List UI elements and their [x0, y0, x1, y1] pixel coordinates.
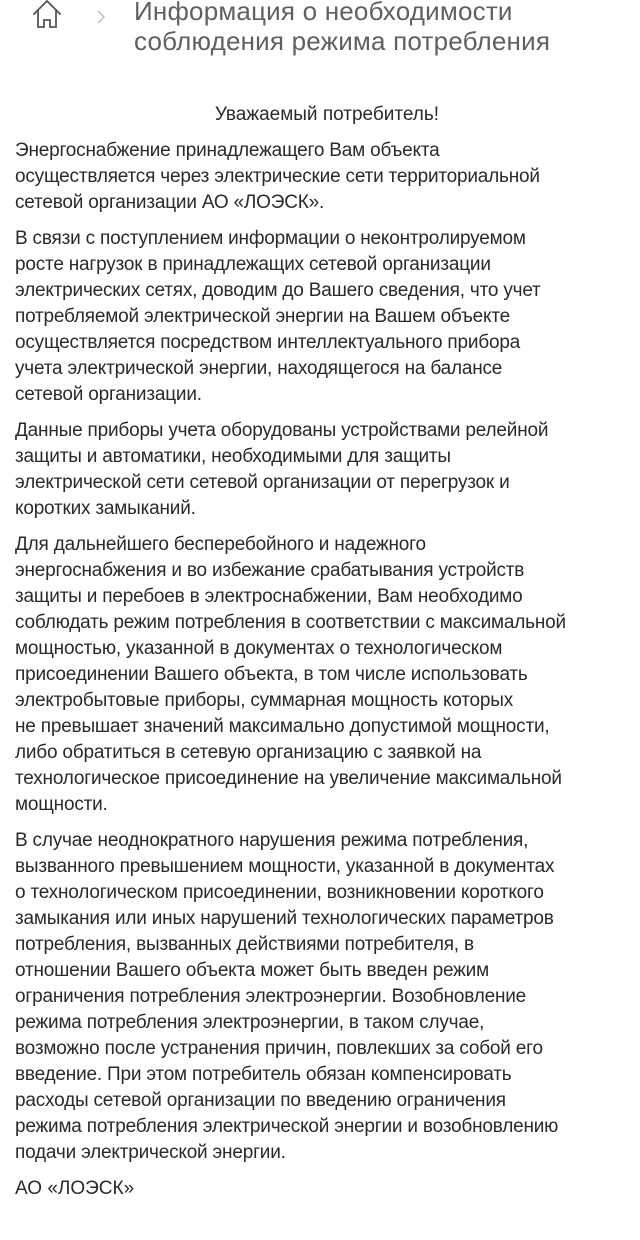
greeting: Уважаемый потребитель! — [214, 104, 440, 125]
text-line: присоединении Вашего объекта, в том числе использовать — [15, 664, 528, 685]
text-line: режима потребления электроэнергии, в таком случае, — [15, 1012, 485, 1033]
text-line: сетевой организации. — [15, 384, 202, 405]
text-line: вызванного превышением мощности, указанной в документах — [15, 856, 555, 877]
text-line: энергоснабжения и во избежание срабатывания устройств — [15, 560, 525, 581]
text-line: В связи с поступлением информации о неконтролируемом — [15, 228, 526, 249]
text-line: либо обратиться в сетевую организацию с заявкой на — [15, 742, 482, 763]
chevron-right-icon — [96, 10, 106, 24]
text-line: расходы сетевой организации по введению ограничения — [15, 1090, 506, 1111]
text-line: режима потребления электрической энергии и возобновлению — [15, 1116, 559, 1137]
paragraph-meter-protection — [15, 418, 635, 522]
text-line: электрической сети сетевой организации от перегрузок и — [15, 472, 510, 493]
text-line: осуществляется через электрические сети территориальной — [15, 166, 540, 187]
text-line: электрических сетях, доводим до Вашего сведения, что учет — [15, 280, 541, 301]
text-line: мощности. — [15, 794, 108, 815]
text-line: росте нагрузок в принадлежащих сетевой организации — [15, 254, 491, 275]
breadcrumb-header — [0, 0, 640, 80]
text-line: ограничения потребления электроэнергии. Возобновление — [15, 986, 527, 1007]
text-line: осуществляется посредством интеллектуального прибора — [15, 332, 521, 353]
text-line: замыкания или иных нарушений технологических параметров — [15, 908, 554, 929]
paragraph-consumption-mode — [15, 532, 635, 818]
text-line: не превышает значений максимально допустимой мощности, — [15, 716, 550, 737]
paragraph-violation-restriction — [15, 828, 635, 1166]
text-line: технологическое присоединение на увеличение максимальной — [15, 768, 562, 789]
signature: АО «ЛОЭСК» — [15, 1178, 135, 1199]
text-line: Энергоснабжение принадлежащего Вам объекта — [15, 140, 440, 161]
text-line: защиты и автоматики, необходимыми для защиты — [15, 446, 451, 467]
page-title-line: соблюдения режима потребления — [134, 26, 551, 56]
paragraph-energy-supply — [15, 138, 635, 216]
text-line: коротких замыканий. — [15, 498, 196, 519]
text-line: защиты и перебоев в электроснабжении, Вам необходимо — [15, 586, 523, 607]
home-icon[interactable] — [32, 0, 62, 30]
page-title — [134, 0, 624, 56]
text-line: электробытовые приборы, суммарная мощность которых — [15, 690, 514, 711]
paragraph-load-growth — [15, 226, 635, 408]
text-line: отношении Вашего объекта может быть введен режим — [15, 960, 489, 981]
text-line: учета электрической энергии, находящегося на балансе — [15, 358, 503, 379]
text-line: соблюдать режим потребления в соответствии с максимальной — [15, 612, 566, 633]
letter-content — [15, 102, 635, 1202]
text-line: Для дальнейшего бесперебойного и надежного — [15, 534, 426, 555]
text-line: мощностью, указанной в документах о технологическом — [15, 638, 503, 659]
text-line: введение. При этом потребитель обязан компенсировать — [15, 1064, 512, 1085]
text-line: Данные приборы учета оборудованы устройствами релейной — [15, 420, 549, 441]
text-line: сетевой организации АО «ЛОЭСК». — [15, 192, 325, 213]
text-line: о технологическом присоединении, возникновении короткого — [15, 882, 544, 903]
text-line: возможно после устранения причин, повлекших за собой его — [15, 1038, 543, 1059]
text-line: В случае неоднократного нарушения режима потребления, — [15, 830, 529, 851]
text-line: потребляемой электрической энергии на Вашем объекте — [15, 306, 510, 327]
text-line: потребления, вызванных действиями потребителя, в — [15, 934, 474, 955]
page-title-line: Информация о необходимости — [134, 0, 513, 26]
text-line: подачи электрической энергии. — [15, 1142, 286, 1163]
